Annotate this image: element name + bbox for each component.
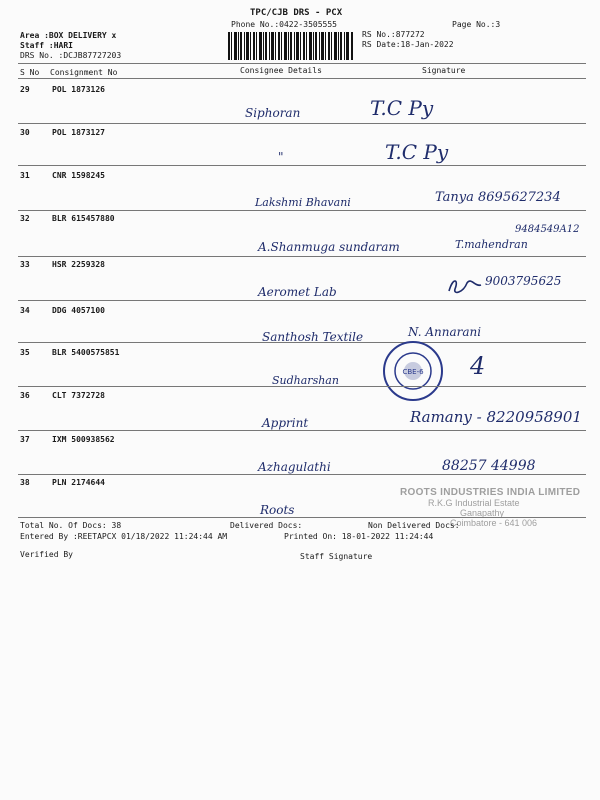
row-consignee-handwritten: Sudharshan bbox=[272, 374, 339, 387]
staff-label: Staff :HARI bbox=[20, 41, 73, 50]
row-signature-handwritten: T.mahendran bbox=[455, 238, 528, 251]
row-divider bbox=[18, 300, 586, 301]
row-sno: 36 bbox=[20, 391, 30, 400]
row-consignment: DDG 4057100 bbox=[52, 306, 105, 315]
row-divider bbox=[18, 474, 586, 475]
row-consignee-handwritten: Aeromet Lab bbox=[258, 285, 337, 299]
footer-divider bbox=[18, 517, 586, 518]
row-consignee-handwritten: A.Shanmuga sundaram bbox=[258, 240, 400, 254]
row-consignment: PLN 2174644 bbox=[52, 478, 105, 487]
row-divider bbox=[18, 165, 586, 166]
row-sno: 31 bbox=[20, 171, 30, 180]
row-consignment: BLR 615457880 bbox=[52, 214, 115, 223]
row-sno: 29 bbox=[20, 85, 30, 94]
row-signature-handwritten: T.C Py bbox=[370, 96, 434, 120]
row-signature-handwritten: N. Annarani bbox=[408, 325, 482, 339]
row-sno: 33 bbox=[20, 260, 30, 269]
page-number: Page No.:3 bbox=[452, 20, 501, 29]
stamp-address-line: Ganapathy bbox=[460, 508, 505, 518]
row-signature-handwritten: 4 bbox=[470, 352, 486, 380]
row-divider bbox=[18, 430, 586, 431]
row-signature-handwritten: Ramany - 8220958901 bbox=[410, 408, 582, 426]
row-consignment: POL 1873126 bbox=[52, 85, 105, 94]
col-consignment-header: Consignment No bbox=[50, 68, 118, 77]
header-divider-top bbox=[18, 63, 586, 64]
header-divider-bottom bbox=[18, 78, 586, 79]
delivered-docs: Delivered Docs: bbox=[230, 521, 303, 530]
row-extra-handwritten: 9484549A12 bbox=[515, 224, 580, 235]
row-signature-handwritten: T.C Py bbox=[385, 140, 449, 164]
area-label: Area :BOX DELIVERY x bbox=[20, 31, 117, 40]
row-consignee-handwritten: Roots bbox=[260, 503, 295, 517]
company-seal bbox=[382, 340, 444, 402]
col-signature-header: Signature bbox=[422, 66, 466, 75]
row-sno: 30 bbox=[20, 128, 30, 137]
row-sno: 37 bbox=[20, 435, 30, 444]
row-consignee-handwritten: Lakshmi Bhavani bbox=[255, 196, 351, 209]
row-sno: 32 bbox=[20, 214, 30, 223]
staff-signature: Staff Signature bbox=[300, 552, 373, 561]
total-docs: Total No. Of Docs: 38 bbox=[20, 521, 122, 530]
row-consignee-handwritten: Siphoran bbox=[245, 106, 301, 120]
row-divider bbox=[18, 210, 586, 211]
stamp-address-line: R.K.G Industrial Estate bbox=[428, 498, 520, 508]
row-sno: 38 bbox=[20, 478, 30, 487]
row-consignment: CNR 1598245 bbox=[52, 171, 105, 180]
row-signature-handwritten: 88257 44998 bbox=[442, 458, 536, 474]
entered-by: Entered By :REETAPCX 01/18/2022 11:24:44 AM bbox=[20, 532, 228, 541]
row-divider bbox=[18, 342, 586, 343]
row-consignment: IXM 500938562 bbox=[52, 435, 115, 444]
non-delivered-docs: Non Delivered Docs: bbox=[368, 521, 460, 530]
verified-by: Verified By bbox=[20, 550, 73, 559]
signature-scribble bbox=[445, 275, 485, 297]
rs-date: RS Date:18-Jan-2022 bbox=[362, 40, 454, 49]
svg-text:CBE-6: CBE-6 bbox=[402, 368, 424, 376]
row-consignment: CLT 7372728 bbox=[52, 391, 105, 400]
stamp-company-name: ROOTS INDUSTRIES INDIA LIMITED bbox=[400, 487, 581, 498]
row-consignee-handwritten: Apprint bbox=[262, 416, 309, 430]
row-consignee-handwritten: " bbox=[278, 150, 284, 164]
row-signature-handwritten: Tanya 8695627234 bbox=[435, 190, 561, 205]
row-consignment: BLR 5400575851 bbox=[52, 348, 120, 357]
row-divider bbox=[18, 256, 586, 257]
col-sno-header: S No bbox=[20, 68, 40, 77]
drs-number: DRS No. :DCJB87727203 bbox=[20, 51, 122, 60]
stamp-address-line: Coimbatore - 641 006 bbox=[450, 518, 538, 528]
col-consignee-header: Consignee Details bbox=[240, 66, 322, 75]
phone-number: Phone No.:0422-3505555 bbox=[231, 20, 337, 29]
row-consignment: POL 1873127 bbox=[52, 128, 105, 137]
row-divider bbox=[18, 386, 586, 387]
rs-number: RS No.:877272 bbox=[362, 30, 425, 39]
row-sno: 34 bbox=[20, 306, 30, 315]
row-consignee-handwritten: Azhagulathi bbox=[258, 460, 331, 474]
barcode bbox=[228, 32, 354, 60]
row-divider bbox=[18, 123, 586, 124]
document-title: TPC/CJB DRS - PCX bbox=[250, 8, 343, 18]
printed-on: Printed On: 18-01-2022 11:24:44 bbox=[284, 532, 434, 541]
row-signature-handwritten: 9003795625 bbox=[485, 274, 562, 288]
row-consignment: HSR 2259328 bbox=[52, 260, 105, 269]
row-consignee-handwritten: Santhosh Textile bbox=[262, 330, 364, 344]
row-sno: 35 bbox=[20, 348, 30, 357]
